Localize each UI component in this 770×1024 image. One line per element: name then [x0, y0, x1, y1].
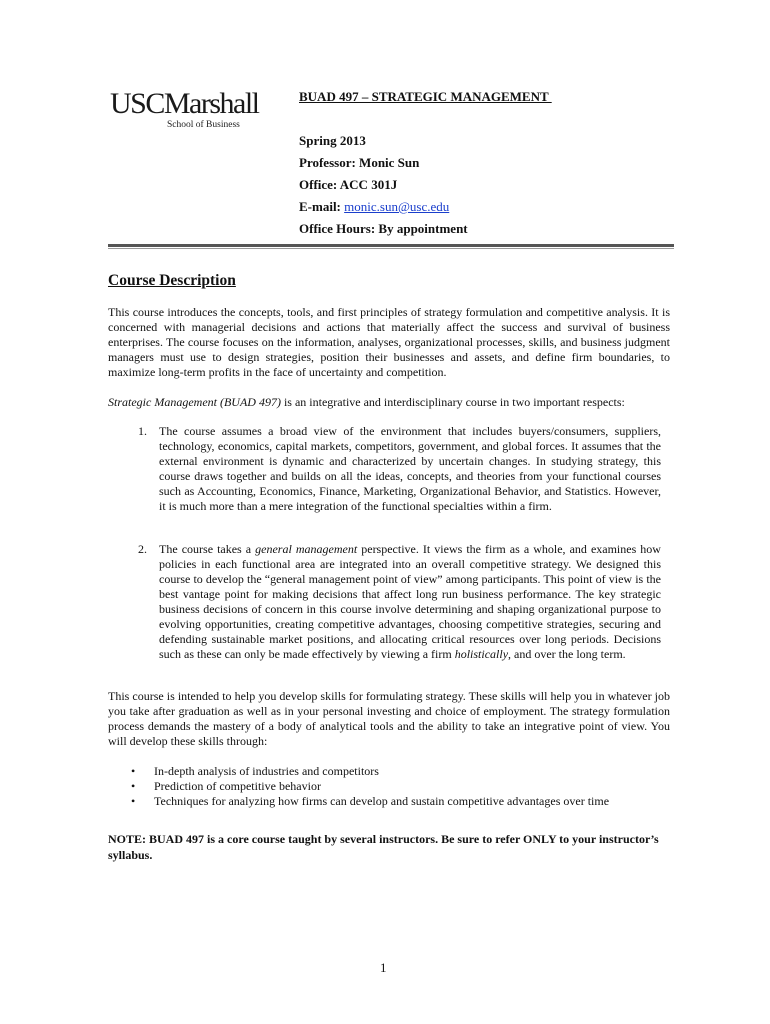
skills-paragraph: This course is intended to help you develop skills for formulating strategy. These skills will help you in whatever job you take after graduation as well as in your personal investing and choice of employment. The strategy formulation process demands the mastery of a body of analytical tools and the ability to take an integrative point of view. You will develop these skills through: [108, 689, 670, 748]
office-location: Office: ACC 301J [299, 177, 398, 192]
course-name-italic: Strategic Management (BUAD 497) [108, 395, 281, 409]
integrative-paragraph: Strategic Management (BUAD 497) is an integrative and interdisciplinary course in two important respects: [108, 395, 625, 409]
logo-subtitle: School of Business [167, 120, 240, 130]
bullet-icon: • [131, 779, 136, 793]
skills-bullet-list [108, 764, 609, 809]
syllabus-note: NOTE: BUAD 497 is a core course taught by several instructors. Be sure to refer ONLY to your instructor’s syllabus. [108, 832, 659, 862]
course-title: BUAD 497 – STRATEGIC MANAGEMENT [299, 89, 552, 104]
numbered-item-1 [108, 424, 670, 514]
header-divider-thin [108, 248, 674, 249]
list-item: • Prediction of competitive behavior [131, 779, 321, 793]
list-item: • Techniques for analyzing how firms can develop and sustain competitive advantages over time [131, 794, 610, 808]
item-text: The course assumes a broad view of the environment that includes buyers/consumers, suppliers, technology, economics, capital markets, competitors, government, and global forces. It assumes that the external environment is dynamic and characterized by uncertain changes. In studying strategy, this course draws together and builds on all the ideas, concepts, and theories from your functional courses such as Accounting, Economics, Finance, Marketing, Organizational Behavior, and Statistics. However, it is much more than a mere integration of the functional specialties within a firm. [159, 424, 661, 513]
logo-wordmark: USCMarshall [110, 87, 259, 120]
list-item: • In-depth analysis of industries and competitors [131, 764, 379, 778]
usc-marshall-logo [110, 88, 259, 130]
bullet-icon: • [131, 764, 136, 778]
page-number: 1 [380, 960, 387, 975]
email-line [299, 196, 552, 218]
intro-paragraph: This course introduces the concepts, tools, and first principles of strategy formulation and competitive analysis. It is concerned with managerial decisions and actions that materially affect the success and survival of business enterprises. The course focuses on the information, analyses, organizational processes, skills, and business judgment managers must use to design strategies, position their businesses and assets, and define firm boundaries, to maximize long-term profits in the face of uncertainty and competition. [108, 305, 670, 379]
course-header [299, 86, 552, 240]
item-text: The course takes a general management perspective. It views the firm as a whole, and examines how policies in each functional area are integrated into an overall competitive strategy. We designed this course to develop the “general management point of view” among participants. This point of view is the best vantage point for making decisions that affect long run business performance. The key strategic business decisions of concern in this course involve determining and shaping organizational purpose to evolving opportunities, creating competitive advantages, choosing competitive strategies, securing and defending sustainable market positions, and allocating critical resources over long periods. Decisions such as these can only be made effectively by viewing a firm holistically, and over the long term. [159, 542, 661, 661]
email-label: E-mail: [299, 199, 341, 214]
section-title: Course Description [108, 272, 236, 289]
item-number: 2. [138, 542, 147, 556]
header-divider [108, 244, 674, 247]
bullet-icon: • [131, 794, 136, 808]
email-link[interactable]: monic.sun@usc.edu [344, 199, 450, 214]
numbered-item-2 [108, 542, 670, 662]
professor-name: Professor: Monic Sun [299, 155, 420, 170]
course-term: Spring 2013 [299, 133, 366, 148]
item-number: 1. [138, 424, 147, 438]
office-hours: Office Hours: By appointment [299, 221, 468, 236]
